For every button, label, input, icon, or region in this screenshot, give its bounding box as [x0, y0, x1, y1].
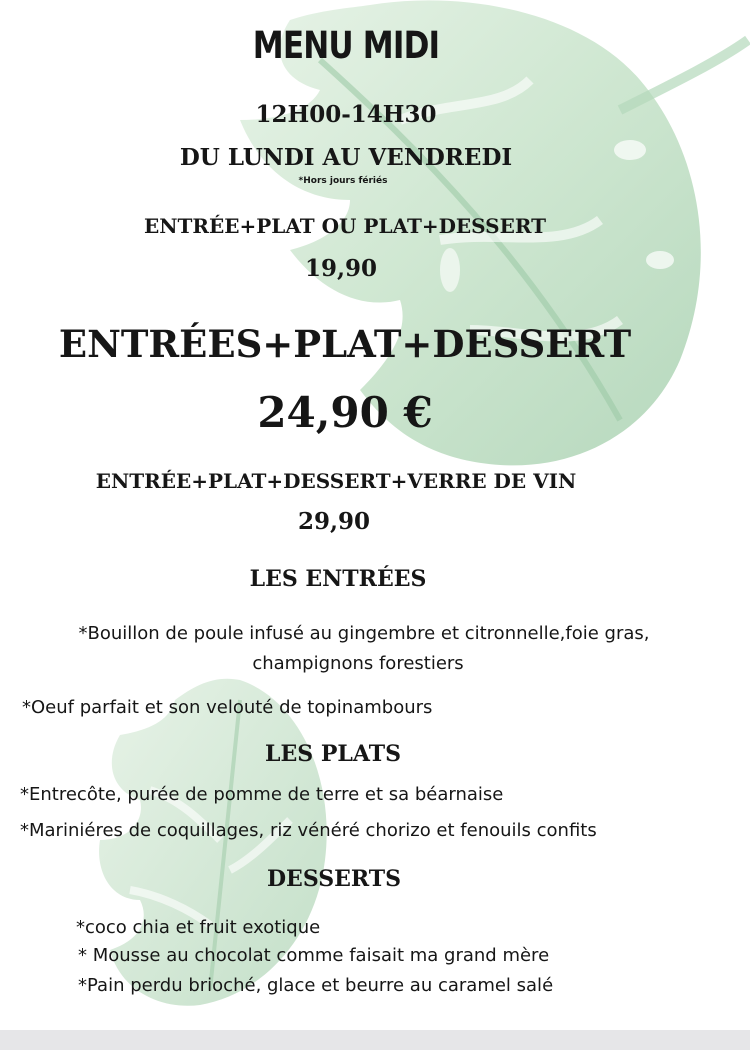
service-days: DU LUNDI AU VENDREDI [179, 144, 513, 171]
plat-item-2: *Mariniéres de coquillages, riz vénéré chorizo et fenouils confits [20, 820, 597, 841]
holiday-note: *Hors jours fériés [298, 176, 388, 186]
menu-title: MENU MIDI [252, 24, 440, 67]
formula-2-label: ENTRÉES+PLAT+DESSERT [58, 322, 632, 366]
dessert-item-3: *Pain perdu brioché, glace et beurre au caramel salé [78, 975, 554, 996]
desserts-heading: DESSERTS [266, 866, 402, 892]
entree-item-1-line-1: *Bouillon de poule infusé au gingembre et citronnelle,foie gras, [78, 623, 650, 644]
plats-heading: LES PLATS [265, 741, 401, 767]
entree-item-2: *Oeuf parfait et son velouté de topinambours [22, 697, 433, 718]
service-hours: 12H00-14H30 [255, 101, 437, 128]
entrees-heading: LES ENTRÉES [249, 566, 427, 592]
formula-1-price: 19,90 [304, 255, 378, 282]
bottom-band [0, 1030, 750, 1050]
formula-1-label: ENTRÉE+PLAT OU PLAT+DESSERT [143, 214, 547, 238]
formula-3-label: ENTRÉE+PLAT+DESSERT+VERRE DE VIN [95, 469, 577, 493]
dessert-item-1: *coco chia et fruit exotique [76, 917, 321, 938]
dessert-item-2: * Mousse au chocolat comme faisait ma grand mère [78, 945, 550, 966]
plat-item-1: *Entrecôte, purée de pomme de terre et sa béarnaise [20, 784, 504, 805]
entree-item-1-line-2: champignons forestiers [252, 653, 464, 674]
formula-2-price: 24,90 € [257, 388, 433, 437]
formula-3-price: 29,90 [297, 508, 371, 535]
